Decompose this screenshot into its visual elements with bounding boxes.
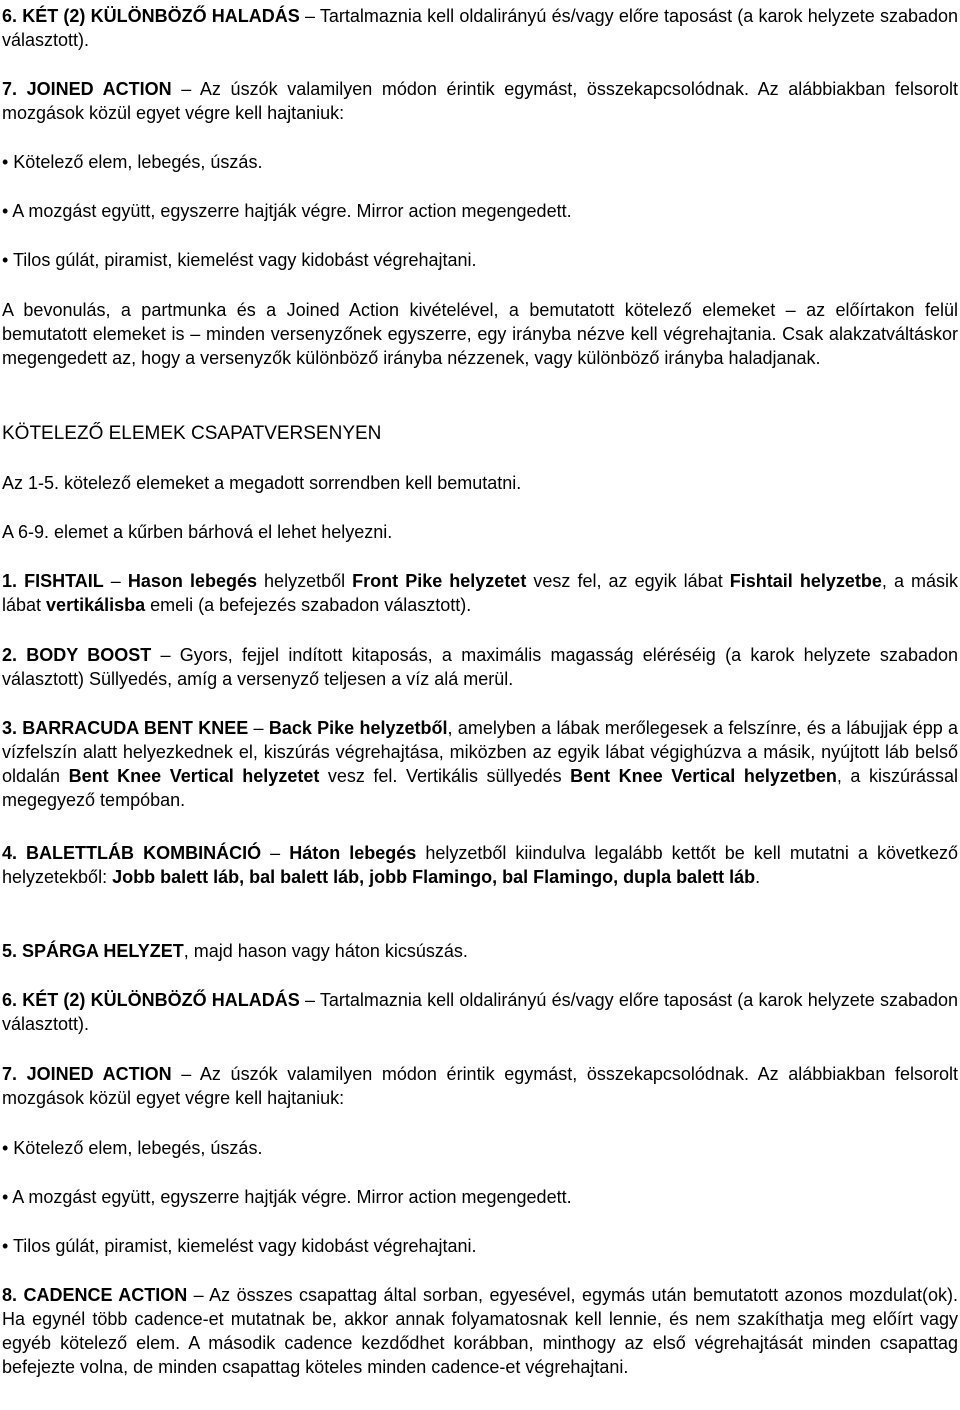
bullet-item: • Kötelező elem, lebegés, úszás.: [2, 152, 263, 172]
section-heading: KÖTELEZŐ ELEMEK CSAPATVERSENYEN: [2, 423, 382, 444]
element-3-paragraph: [2, 716, 958, 812]
element-2-paragraph: [2, 643, 958, 691]
dash: –: [299, 990, 320, 1010]
bullet-item: • Tilos gúlát, piramist, kiemelést vagy kidobást végrehajtani.: [2, 1236, 477, 1256]
text-run: vesz fel. Vertikális süllyedés: [319, 766, 571, 786]
bold-term: Jobb balett láb, bal balett láb, jobb Flamingo, bal Flamingo, dupla balett láb: [112, 867, 756, 887]
element-1-paragraph: [2, 569, 958, 617]
element-8-text: Az összes csapattag által sorban, egyesével, egymás után bemutatott azonos mozdulat(ok). Ha egynél több cadence-et mutatnak be, akkor annak folyamatosnak kell lennie, és nem szakíthatja meg előírt vagy egyéb kötelező elem. A második cadence kezdődhet korábban, minthogy az első végrehajtását minden csapattag befejezte volna, de minden csapattag köteles minden cadence-et végrehajtani.: [2, 1285, 958, 1377]
rule-placement: A 6-9. elemet a kűrben bárhová el lehet helyezni.: [2, 522, 393, 542]
paragraph-element-7-top: [2, 77, 958, 125]
element-7-text: Az úszók valamilyen módon érintik egymást, összekapcsolódnak. Az alábbiakban felsorolt mozgások közül egyet végre kell hajtaniuk:: [2, 79, 958, 123]
element-6-paragraph: [2, 988, 958, 1036]
text-run: , a másik lábat: [2, 571, 959, 615]
element-5-title: 5. SPÁRGA HELYZET: [2, 941, 184, 961]
paragraph-element-6-top: [2, 4, 958, 52]
text-run: emeli (a befejezés szabadon választott).: [145, 595, 472, 615]
bold-term: Fishtail helyzetbe: [729, 571, 882, 591]
text-run: vesz fel, az egyik lábat: [526, 571, 730, 591]
bold-term: Back Pike helyzetből: [268, 718, 448, 738]
bold-term: Háton lebegés: [289, 843, 417, 863]
bullet-item: • A mozgást együtt, egyszerre hajtják végre. Mirror action megengedett.: [2, 1187, 572, 1207]
dash: –: [248, 718, 269, 738]
element-2-text: Gyors, fejjel indított kitaposás, a maximális magasság eléréséig (a karok helyzete szabadon választott) Süllyedés, amíg a versenyző teljesen a víz alá merül.: [2, 645, 958, 689]
element-5-paragraph: [2, 939, 958, 963]
text-run: helyzetből kiindulva legalább kettőt be kell mutatni a következő helyzetekből:: [2, 843, 958, 887]
rule-order: Az 1-5. kötelező elemeket a megadott sorrendben kell bemutatni.: [2, 473, 522, 493]
bullet-item: • Tilos gúlát, piramist, kiemelést vagy kidobást végrehajtani.: [2, 250, 477, 270]
element-7-paragraph: [2, 1062, 958, 1110]
bold-term: Bent Knee Vertical helyzetben: [570, 766, 837, 786]
bullet-item: • Kötelező elem, lebegés, úszás.: [2, 1138, 263, 1158]
element-8-title: 8. CADENCE ACTION: [2, 1285, 188, 1305]
element-1-title: 1. FISHTAIL: [2, 571, 104, 591]
element-4-paragraph: [2, 841, 958, 889]
element-8-paragraph: [2, 1283, 958, 1379]
dash: –: [171, 1064, 200, 1084]
dash: –: [103, 571, 128, 591]
bold-term: Hason lebegés: [127, 571, 257, 591]
element-6-title: 6. KÉT (2) KÜLÖNBÖZŐ HALADÁS: [2, 990, 300, 1010]
bullet-item: • A mozgást együtt, egyszerre hajtják végre. Mirror action megengedett.: [2, 201, 572, 221]
element-7-title: 7. JOINED ACTION: [2, 79, 172, 99]
dash: –: [151, 645, 180, 665]
element-5-text: , majd hason vagy háton kicsúszás.: [183, 941, 468, 961]
dash: –: [187, 1285, 210, 1305]
element-3-title: 3. BARRACUDA BENT KNEE: [2, 718, 249, 738]
text-run: .: [755, 867, 761, 887]
text-run: helyzetből: [256, 571, 353, 591]
element-2-title: 2. BODY BOOST: [2, 645, 152, 665]
bold-term: vertikálisba: [46, 595, 146, 615]
text-run: , amelyben a lábak merőlegesek a felszínre, és a lábujjak épp a vízfelszín alatt helyezkednek el, kiszúrás végrehajtása, miközben az egyik lábat végighúzva a másik, nyújtott láb belső oldalán: [2, 718, 959, 786]
element-6-title: 6. KÉT (2) KÜLÖNBÖZŐ HALADÁS: [2, 6, 300, 26]
text-run: , a kiszúrással megegyező tempóban.: [2, 766, 958, 810]
element-7-text: Az úszók valamilyen módon érintik egymást, összekapcsolódnak. Az alábbiakban felsorolt mozgások közül egyet végre kell hajtaniuk:: [2, 1064, 958, 1108]
element-4-title: 4. BALETTLÁB KOMBINÁCIÓ: [2, 843, 262, 863]
element-6-text: Tartalmaznia kell oldalirányú és/vagy előre taposást (a karok helyzete szabadon választott).: [2, 990, 959, 1034]
element-7-title: 7. JOINED ACTION: [2, 1064, 172, 1084]
element-6-text: Tartalmaznia kell oldalirányú és/vagy előre taposást (a karok helyzete szabadon választott).: [2, 6, 959, 50]
dash: –: [261, 843, 290, 863]
bold-term: Bent Knee Vertical helyzetet: [68, 766, 320, 786]
dash: –: [171, 79, 200, 99]
intro-paragraph: A bevonulás, a partmunka és a Joined Action kivételével, a bemutatott kötelező elemeket – az előírtakon felül bemutatott elemeket is – minden versenyzőnek egyszerre, egy irányba nézve kell végrehajtania. Csak alakzatváltáskor megengedett az, hogy a versenyzők különböző irányba nézzenek, vagy különböző irányba haladjanak.: [2, 300, 958, 368]
bold-term: Front Pike helyzetet: [352, 571, 527, 591]
dash: –: [299, 6, 320, 26]
